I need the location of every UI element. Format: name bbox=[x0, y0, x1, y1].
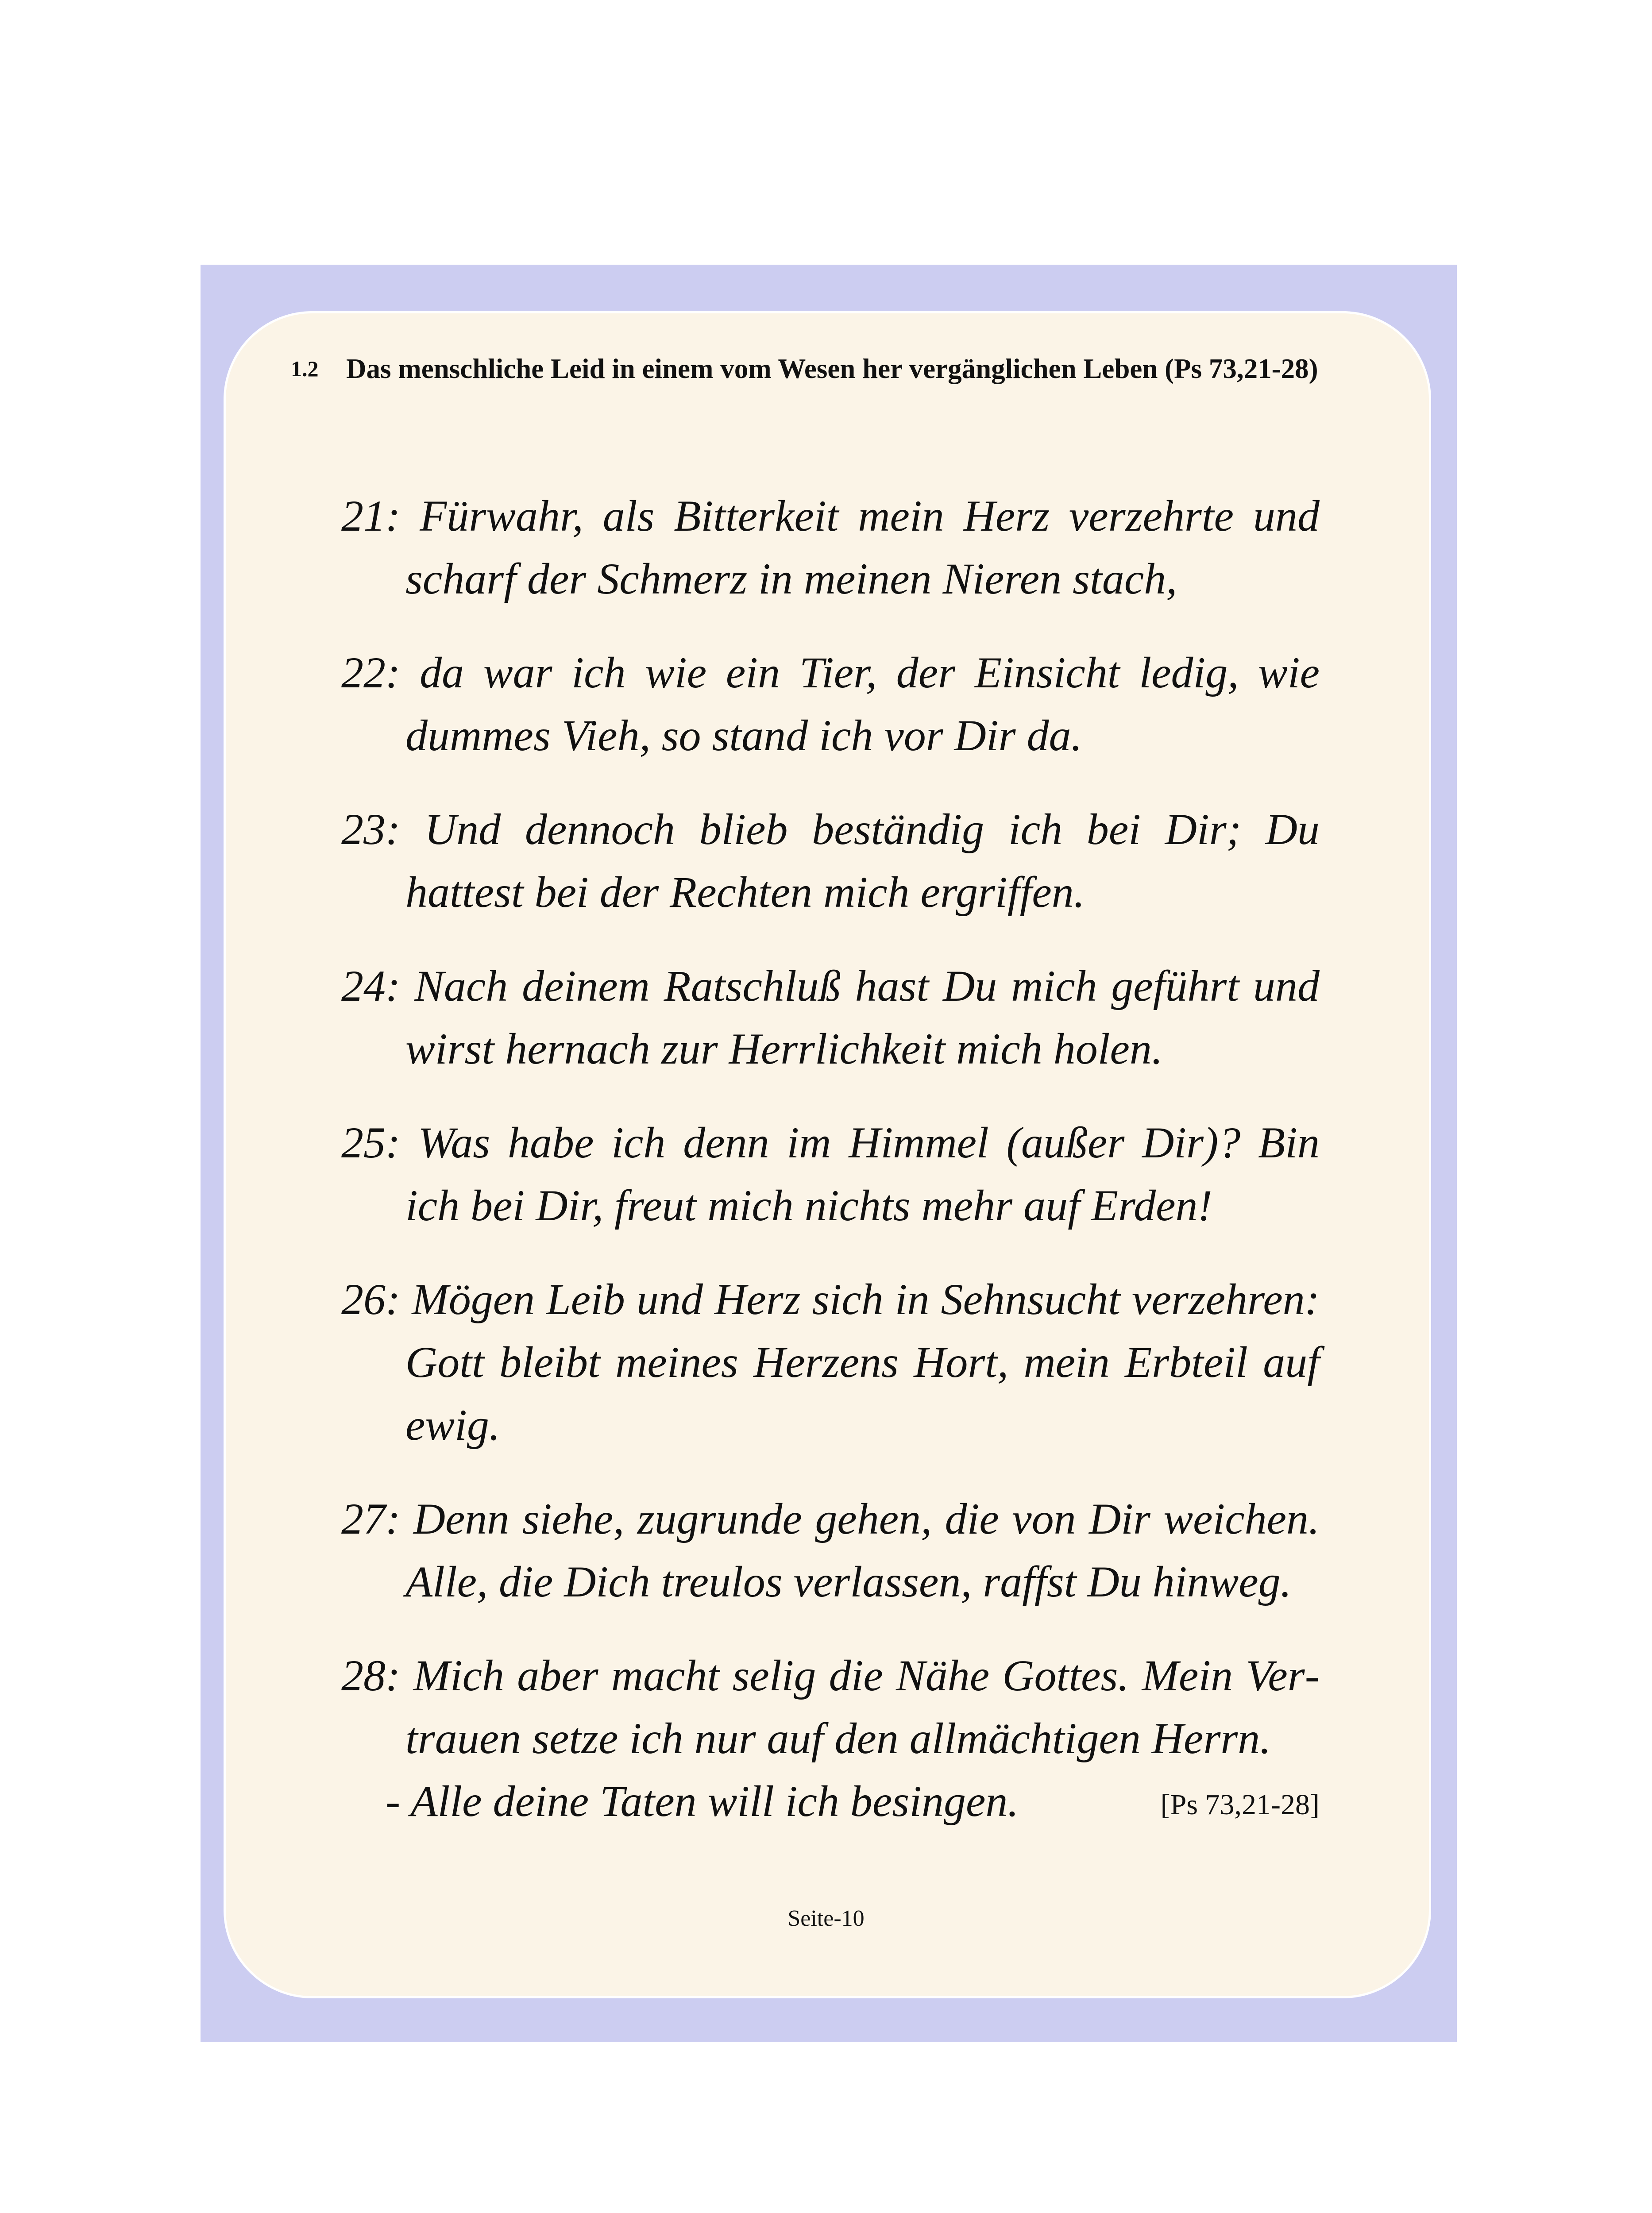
page-number: Seite-10 bbox=[787, 1906, 865, 1931]
verse-label: 23: bbox=[341, 805, 401, 854]
verse-text: Fürwahr, als Bitterkeit mein Herz verzehrte und scharf der Schmerz in meinen Nieren stach, bbox=[405, 491, 1320, 603]
verse-24 bbox=[341, 955, 1320, 1080]
verse-23 bbox=[341, 798, 1320, 924]
verse-text: da war ich wie ein Tier, der Einsicht ledig, wie dummes Vieh, so stand ich vor Dir da. bbox=[405, 648, 1320, 760]
psalm-verses bbox=[341, 485, 1320, 1833]
verse-text: Mögen Leib und Herz sich in Sehnsucht verzehren: Gott bleibt meines Herzens Hort, mein Erbteil auf ewig. bbox=[405, 1275, 1320, 1450]
closing-text: - Alle deine Taten will ich besingen. bbox=[386, 1777, 1019, 1826]
verse-27 bbox=[341, 1488, 1320, 1613]
verse-text: Denn siehe, zugrunde gehen, die von Dir weichen. Alle, die Dich treulos verlassen, raffst Du hinweg. bbox=[405, 1494, 1320, 1606]
verse-21 bbox=[341, 485, 1320, 610]
verse-label: 22: bbox=[341, 648, 401, 697]
closing-line bbox=[386, 1770, 1320, 1833]
verse-label: 24: bbox=[341, 961, 401, 1010]
verse-text: Und dennoch blieb beständig ich bei Dir; Du hattest bei der Rechten mich ergriffen. bbox=[405, 805, 1320, 917]
section-heading bbox=[291, 345, 1371, 392]
verse-text: Nach deinem Ratschluß hast Du mich geführt und wirst hernach zur Herrlichkeit mich holen. bbox=[405, 961, 1320, 1073]
verse-22 bbox=[341, 641, 1320, 767]
verse-label: 27: bbox=[341, 1494, 401, 1543]
verse-28 bbox=[341, 1644, 1320, 1770]
verse-25 bbox=[341, 1111, 1320, 1237]
verse-text: Mich aber macht selig die Nähe Gottes. Mein Vertrauen setze ich nur auf den allmächtigen Herrn. bbox=[405, 1651, 1320, 1763]
verse-26 bbox=[341, 1268, 1320, 1457]
verse-label: 26: bbox=[341, 1275, 401, 1324]
verse-label: 28: bbox=[341, 1651, 401, 1700]
psalm-citation: [Ps 73,21-28] bbox=[1160, 1789, 1320, 1821]
section-number: 1.2 bbox=[291, 356, 319, 381]
verse-label: 25: bbox=[341, 1118, 401, 1167]
verse-label: 21: bbox=[341, 491, 401, 540]
verse-text: Was habe ich denn im Himmel (außer Dir)? Bin ich bei Dir, freut mich nichts mehr auf Erden! bbox=[405, 1118, 1320, 1230]
section-title: Das menschliche Leid in einem vom Wesen her vergänglichen Leben (Ps 73,21-28) bbox=[346, 353, 1318, 384]
